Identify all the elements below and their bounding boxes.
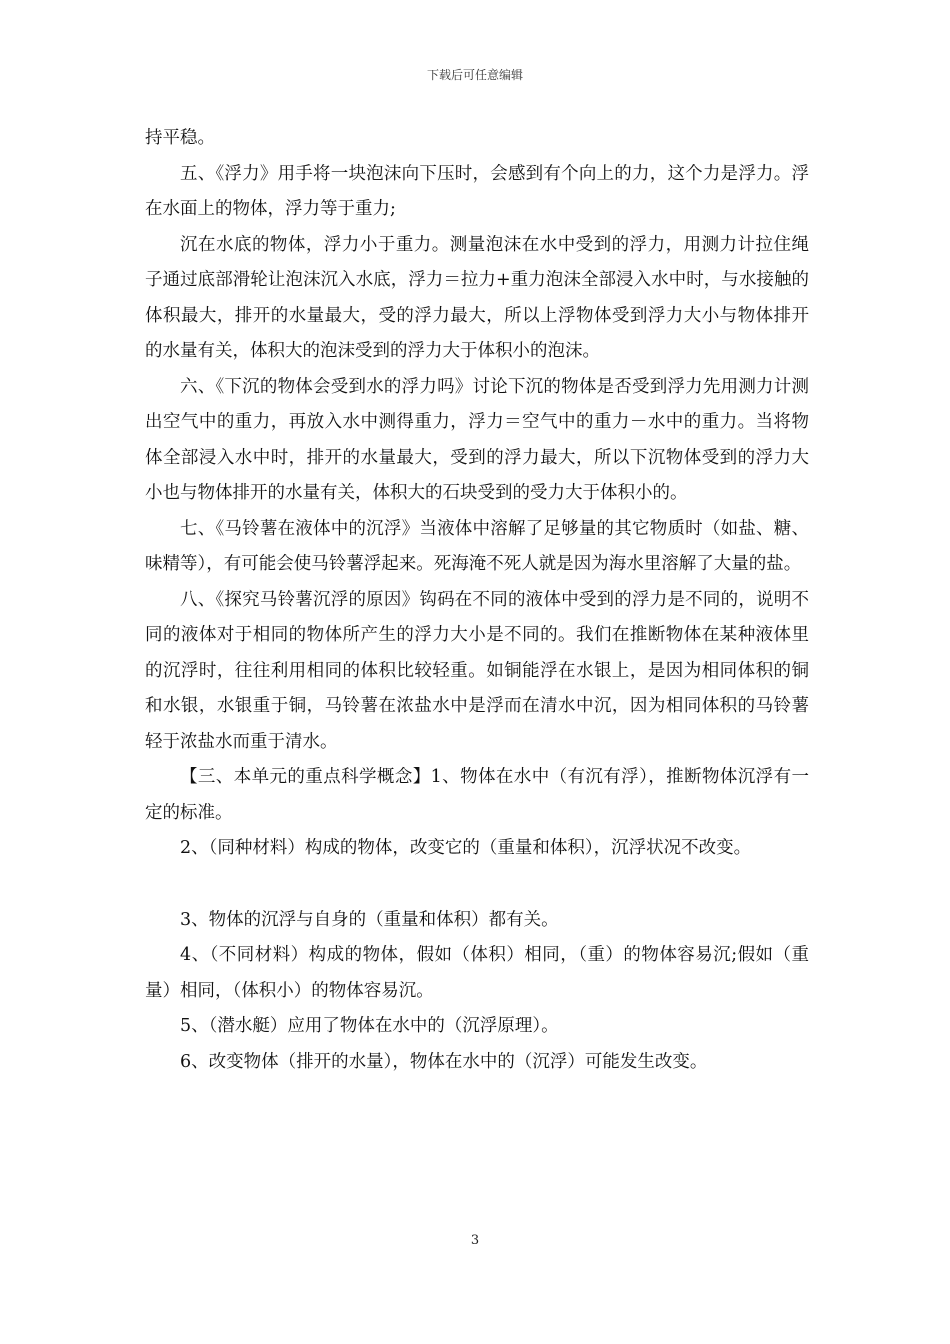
paragraph-continuation: 持平稳。 <box>145 128 215 148</box>
page-header: 下载后可任意编辑 <box>426 68 523 82</box>
page-number: 3 <box>470 1233 480 1248</box>
document-body <box>145 121 809 1080</box>
paragraph-concept-6: 6、改变物体（排开的水量），物体在水中的（沉浮）可能发生改变。 <box>180 1051 708 1072</box>
paragraph-section-7: 七、《马铃薯在液体中的沉浮》当液体中溶解了足够量的其它物质时（如盐、糖、味精等），有可能会使马铃薯浮起来。死海淹不死人就是因为海水里溶解了大量的盐。 <box>145 518 809 574</box>
paragraph-key-concepts: 【三、本单元的重点科学概念】1、物体在水中（有沉有浮），推断物体沉浮有一定的标准。 <box>145 767 809 823</box>
paragraph-sinking-buoyancy: 沉在水底的物体，浮力小于重力。测量泡沫在水中受到的浮力，用测力计拉住绳子通过底部滑轮让泡沫沉入水底，浮力＝拉力+重力泡沫全部浸入水中时，与水接触的体积最大，排开的水量最大，受的浮力最大，所以上浮物体受到浮力大小与物体排开的水量有关，体积大的泡沫受到的浮力大于体积小的泡沫。 <box>145 234 809 361</box>
blank-line <box>145 867 809 903</box>
paragraph-section-8: 八、《探究马铃薯沉浮的原因》钩码在不同的液体中受到的浮力是不同的，说明不同的液体对于相同的物体所产生的浮力大小是不同的。我们在推断物体在某种液体里的沉浮时，往往利用相同的体积比较轻重。如铜能浮在水银上，是因为相同体积的铜和水银，水银重于铜，马铃薯在浓盐水中是浮而在清水中沉，因为相同体积的马铃薯轻于浓盐水而重于清水。 <box>145 589 809 752</box>
paragraph-concept-4: 4、（不同材料）构成的物体，假如（体积）相同，（重）的物体容易沉;假如（重量）相同，（体积小）的物体容易沉。 <box>145 945 809 1001</box>
paragraph-concept-5: 5、（潜水艇）应用了物体在水中的（沉浮原理）。 <box>180 1016 559 1036</box>
paragraph-concept-2: 2、（同种材料）构成的物体，改变它的（重量和体积），沉浮状况不改变。 <box>180 838 752 858</box>
paragraph-concept-3: 3、物体的沉浮与自身的（重量和体积）都有关。 <box>180 909 559 930</box>
paragraph-section-6: 六、《下沉的物体会受到水的浮力吗》讨论下沉的物体是否受到浮力先用测力计测出空气中的重力，再放入水中测得重力，浮力＝空气中的重力－水中的重力。当将物体全部浸入水中时，排开的水量最大，受到的浮力最大，所以下沉物体受到的浮力大小也与物体排开的水量有关，体积大的石块受到的受力大于体积小的。 <box>145 376 809 503</box>
paragraph-section-5: 五、《浮力》用手将一块泡沫向下压时，会感到有个向上的力，这个力是浮力。浮在水面上的物体，浮力等于重力; <box>145 163 809 219</box>
